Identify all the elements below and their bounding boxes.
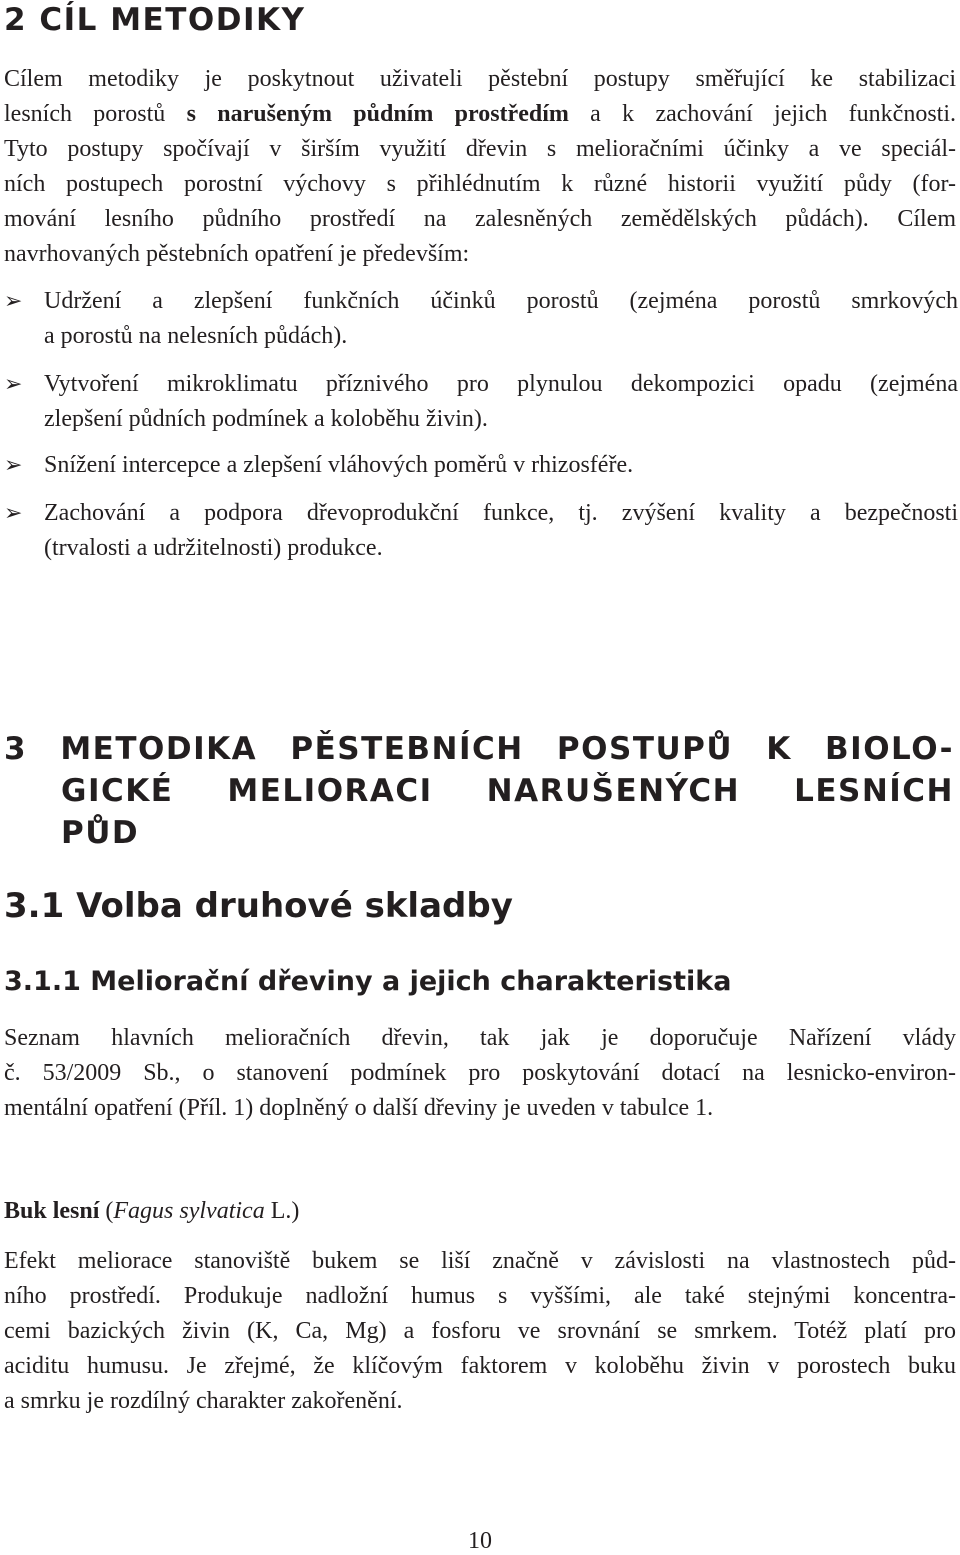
bullet-line: a porostů na nelesních půdách).	[44, 323, 348, 349]
emphasis-text: s narušeným půdním prostředím	[186, 101, 569, 127]
section-2-heading: 2 CÍL METODIKY	[4, 2, 306, 38]
bullet-line: Zachování a podpora dřevoprodukční funkce, tj. zvýšení kvality a bezpečnosti	[44, 500, 958, 526]
bullet-line: Udržení a zlepšení funkčních účinků porostů (zejména porostů smrkových	[44, 288, 958, 314]
heading-number: 3	[4, 731, 28, 767]
bullet-line: Vytvoření mikroklimatu příznivého pro plynulou dekompozici opadu (zejména	[44, 371, 958, 397]
heading-line: GICKÉ MELIORACI NARUŠENÝCH LESNÍCH	[61, 773, 954, 809]
text-line: a smrku je rozdílný charakter zakořenění.	[4, 1388, 403, 1414]
arrow-bullet-icon: ➢	[4, 453, 23, 478]
text-line	[4, 1194, 956, 1229]
text-line: Cílem metodiky je poskytnout uživateli pěstební postupy směřující ke stabilizaci	[4, 66, 956, 92]
species-heading	[4, 1194, 956, 1229]
text-line: navrhovaných pěstebních opatření je především:	[4, 241, 470, 267]
subsection-heading: 3.1 Volba druhové skladby	[4, 886, 513, 926]
arrow-bullet-icon: ➢	[4, 372, 23, 397]
species-list-paragraph	[4, 1021, 956, 1126]
text-line	[4, 97, 956, 132]
text-run: L.)	[264, 1198, 300, 1224]
heading-text: METODIKA PĚSTEBNÍCH POSTUPŮ K BIOLO-	[60, 731, 954, 767]
latin-name: Fagus sylvatica	[113, 1198, 265, 1224]
text-line: Seznam hlavních melioračních dřevin, tak jak je doporučuje Nařízení vlády	[4, 1025, 956, 1051]
text-line: mování lesního půdního prostředí na zalesněných zemědělských půdách). Cílem	[4, 206, 956, 232]
text-line: č. 53/2009 Sb., o stanovení podmínek pro poskytování dotací na lesnicko-environ-	[4, 1060, 956, 1086]
bullet-line: Snížení intercepce a zlepšení vláhových poměrů v rhizosféře.	[44, 452, 634, 478]
bullet-line: zlepšení půdních podmínek a koloběhu živin).	[44, 406, 488, 432]
text-run: a k zachování jejich funkčnosti.	[568, 101, 957, 127]
subsubsection-heading: 3.1.1 Meliorační dřeviny a jejich charakteristika	[4, 966, 732, 997]
page-number: 10	[468, 1528, 492, 1554]
beech-paragraph	[4, 1244, 956, 1419]
arrow-bullet-icon: ➢	[4, 289, 23, 314]
bullet-line: (trvalosti a udržitelnosti) produkce.	[44, 535, 383, 561]
arrow-bullet-icon: ➢	[4, 501, 23, 526]
species-name: Buk lesní	[4, 1198, 100, 1224]
text-line: ního prostředí. Produkuje nadložní humus s vyššími, ale také stejnými koncentra-	[4, 1283, 956, 1309]
text-line: aciditu humusu. Je zřejmé, že klíčovým faktorem v koloběhu živin v porostech buku	[4, 1353, 956, 1379]
text-line: ních postupech porostní výchovy s přihlédnutím k různé historii využití půdy (for-	[4, 171, 956, 197]
text-run: lesních porostů	[4, 101, 187, 127]
text-run: (	[99, 1198, 114, 1224]
heading-line	[4, 728, 954, 770]
text-line: Efekt meliorace stanoviště bukem se liší značně v závislosti na vlastnostech půd-	[4, 1248, 956, 1274]
text-line: Tyto postupy spočívají v širším využití dřevin s melioračními účinky a ve speciál-	[4, 136, 956, 162]
text-line: cemi bazických živin (K, Ca, Mg) a fosforu ve srovnání se smrkem. Totéž platí pro	[4, 1318, 956, 1344]
section-2-paragraph	[4, 62, 956, 272]
text-line: mentální opatření (Příl. 1) doplněný o další dřeviny je uveden v tabulce 1.	[4, 1095, 714, 1121]
heading-line: PŮD	[61, 815, 140, 851]
